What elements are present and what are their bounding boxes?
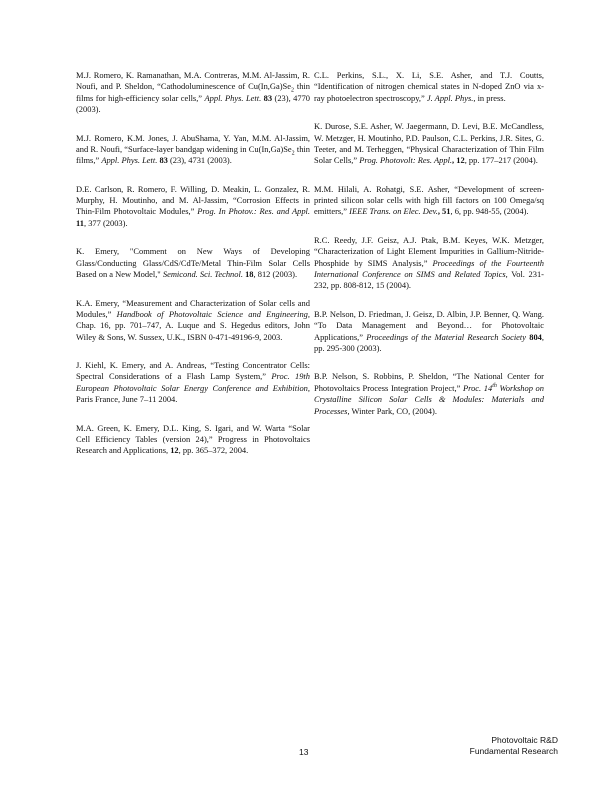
ref-volume: 18 [242,269,254,280]
ref-text: , pp. 365–372, 2004. [178,445,249,456]
footer-line-1: Photovoltaic R&D [491,735,558,745]
ref-text: , 377 (2003). [83,217,128,228]
ref-text: K.A. Emery, “Measurement and Characterization of Solar cells and Modules,” [76,297,310,319]
ref-volume: , 12 [452,155,465,166]
ref-text: M.J. Romero, K.M. Jones, J. AbuShama, Y. Yan, M.M. Al-Jassim, and R. Noufi, “Surface-layer bandgap widening in Cu(In,Ga)Se [76,132,310,154]
reference-entry [76,298,310,343]
ref-text: R.C. Reedy, J.F. Geisz, A.J. Ptak, B.M. Keyes, W.K. Metzger, “Characterization of Light Element Impurities in Gallium-Nitride-Phosphide by SIMS Analysis,” [314,235,544,268]
left-column [76,70,310,474]
ref-volume: 12 [170,445,179,456]
reference-entry [314,309,544,354]
ref-text: , Winter Park, CO, (2004). [347,405,437,416]
ref-journal: Prog. Photovolt: Res. Appl. [359,155,453,166]
ref-journal: Workshop on Crystalline Silicon Solar Cells & Modules: Materials and Processes [314,382,544,416]
ref-text: K. Emery, "Comment on New Ways of Developing Glass/Conducting Glass/CdS/CdTe/Metal Thin-Film Solar Cells Based on a New Model," [76,246,310,280]
ref-text: C.L. Perkins, S.L., X. Li, S.E. Asher, and T.J. Coutts, “Identification of nitrogen chemical states in N-doped ZnO via x-ray photoelectron spectroscopy,” [314,70,544,103]
ref-journal: J. Appl. Phys. [426,92,474,103]
reference-entry [76,133,310,167]
ref-subscript: 2 [291,150,295,157]
ref-text: , pp. 295-300 (2003). [314,331,545,353]
ref-subscript: 2 [290,88,294,95]
ref-volume: 83 [157,155,168,166]
ref-text: D.E. Carlson, R. Romero, F. Willing, D. Meakin, L. Gonzalez, R. Murphy, H. Moutinho, and M. Al-Jassim, “Corrosion Effects in Thin-Film Photovoltaic Modules,” [76,183,310,217]
ref-journal: Proc. 19th European Photovoltaic Solar Energy Conference and Exhibition [76,371,310,393]
ref-superscript: th [492,383,497,389]
ref-text: , in press. [473,92,506,103]
ref-text: (23), 4770 (2003). [76,92,311,115]
reference-entry [76,184,310,229]
ref-volume: 11 [76,217,84,228]
reference-entry [314,70,544,104]
ref-text: thin films,” [76,143,310,166]
ref-volume: , 51 [437,206,451,217]
reference-entry [76,246,310,280]
reference-entry [76,423,310,457]
reference-entry [314,235,544,292]
ref-text: K. Durose, S.E. Asher, W. Jaegermann, D. Levi, B.E. McCandless, W. Metzger, H. Moutinho, P.D. Paulson, C.L. Perkins, J.R. Sites, G. Teeter, and M. Terheggen, “Physical Characterization of Thin Film Solar Cells,” [314,121,544,166]
ref-volume: 83 [261,92,273,103]
ref-text: M.M. Hilali, A. Rohatgi, S.E. Asher, “Development of screen-printed silicon solar cells with high fill factors on 100 Omega/sq emitters,” [314,183,544,217]
reference-entry [76,70,310,115]
reference-entry [314,184,544,218]
ref-journal: Semicond. Sci. Technol. [162,269,243,280]
ref-text: J. Kiehl, K. Emery, and A. Andreas, “Testing Concentrator Cells: Spectral Considerations of a Flash Lamp System,” [76,360,310,382]
ref-volume: 804 [526,331,542,342]
ref-journal: Appl. Phys. Lett. [204,92,262,103]
ref-text: B.P. Nelson, D. Friedman, J. Geisz, D. Albin, J.P. Benner, Q. Wang. “To Data Management and Beyond… for Photovoltaic Applications,” [314,308,544,342]
ref-journal: Proc. 14 [462,382,493,393]
right-column [314,70,544,434]
ref-text: , Paris France, June 7–11 2004. [76,382,310,405]
footer-line-2: Fundamental Research [469,746,558,756]
reference-entry [314,121,544,166]
ref-text: Chap. 16, pp. 701–747, A. Luque and S. Hegedus editors, John Wiley & Sons, W. Sussex, U.K., ISBN 0-471-49196-9, 2003. [76,320,310,342]
ref-text: , pp. 177–217 (2004). [464,155,538,166]
ref-text: , 812 (2003). [253,269,298,280]
reference-entry [314,371,544,416]
ref-journal: Handbook of Photovoltaic Science and Engineering, [116,308,310,319]
running-footer [470,735,558,757]
ref-text: , 6, pp. 948-55, (2004). [450,206,529,217]
page-number: 13 [299,747,309,757]
ref-text: , Vol. 231-232, pp. 808-812, 15 (2004). [314,269,544,291]
ref-journal: Proceedings of the Material Research Society [366,331,527,342]
ref-journal: Proceedings of the Fourteenth International Conference on SIMS and Related Topics [314,257,544,280]
reference-entry [76,360,310,405]
ref-text: B.P. Nelson, S. Robbins, P. Sheldon, “The National Center for Photovoltaics Process Integration Project,” [314,371,544,393]
ref-journal: Appl. Phys. Lett. [101,155,158,166]
ref-text: thin films for high-efficiency solar cells,” [76,81,310,103]
ref-text: M.A. Green, K. Emery, D.L. King, S. Igari, and W. Warta “Solar Cell Efficiency Tables (version 24),” Progress in Photovoltaics Research and Applications, [76,422,310,456]
ref-journal: Prog. In Photov.: Res. and Appl. [197,206,311,217]
ref-journal: IEEE Trans. on Elec. Dev. [349,206,438,217]
ref-text: M.J. Romero, K. Ramanathan, M.A. Contreras, M.M. Al-Jassim, R. Noufi, and P. Sheldon, “Cathodoluminescence of Cu(In,Ga)Se [76,70,310,92]
ref-text: (23), 4731 (2003). [167,155,232,166]
